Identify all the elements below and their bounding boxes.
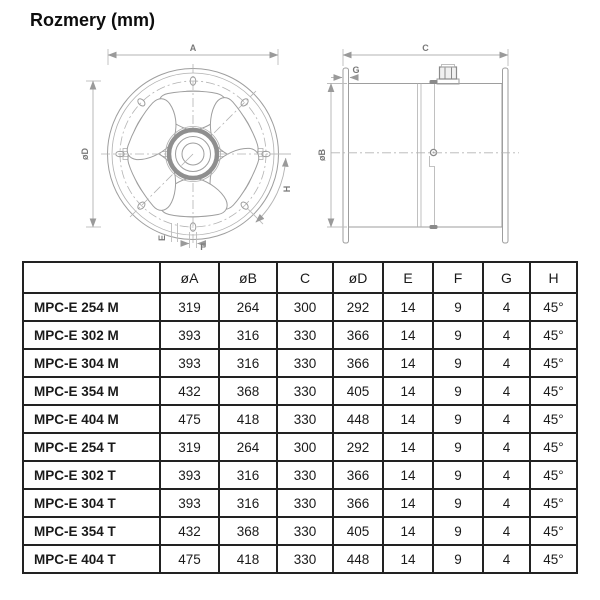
value-cell: 393 xyxy=(160,489,219,517)
value-cell: 316 xyxy=(219,489,277,517)
value-cell: 45° xyxy=(530,517,577,545)
table-row xyxy=(23,545,577,573)
value-cell: 475 xyxy=(160,405,219,433)
value-cell: 300 xyxy=(277,293,333,321)
value-cell: 4 xyxy=(483,461,530,489)
value-cell: 4 xyxy=(483,433,530,461)
front-view-drawing xyxy=(80,43,292,252)
value-cell: 14 xyxy=(383,433,433,461)
value-cell: 9 xyxy=(433,321,483,349)
table-row xyxy=(23,349,577,377)
value-cell: 14 xyxy=(383,489,433,517)
dim-label-e: E xyxy=(157,234,167,242)
model-cell: MPC-E 404 T xyxy=(23,545,160,573)
fan-hub xyxy=(166,127,221,182)
value-cell: 45° xyxy=(530,433,577,461)
dimension-d xyxy=(80,81,101,227)
model-cell: MPC-E 354 M xyxy=(23,377,160,405)
value-cell: 14 xyxy=(383,517,433,545)
dimension-a xyxy=(108,43,278,65)
table-row xyxy=(23,517,577,545)
value-cell: 330 xyxy=(277,321,333,349)
value-cell: 4 xyxy=(483,349,530,377)
value-cell: 4 xyxy=(483,405,530,433)
value-cell: 9 xyxy=(433,349,483,377)
value-cell: 9 xyxy=(433,405,483,433)
value-cell: 330 xyxy=(277,517,333,545)
dim-label-d: øD xyxy=(80,148,90,160)
table-row xyxy=(23,461,577,489)
value-cell: 319 xyxy=(160,293,219,321)
value-cell: 14 xyxy=(383,405,433,433)
value-cell: 45° xyxy=(530,405,577,433)
value-cell: 316 xyxy=(219,461,277,489)
value-cell: 45° xyxy=(530,377,577,405)
header-cell-h: H xyxy=(530,262,577,293)
value-cell: 393 xyxy=(160,461,219,489)
value-cell: 264 xyxy=(219,293,277,321)
value-cell: 448 xyxy=(333,405,383,433)
value-cell: 4 xyxy=(483,321,530,349)
header-cell-c: C xyxy=(277,262,333,293)
value-cell: 405 xyxy=(333,517,383,545)
model-cell: MPC-E 304 M xyxy=(23,349,160,377)
value-cell: 4 xyxy=(483,377,530,405)
model-cell: MPC-E 302 M xyxy=(23,321,160,349)
table-row xyxy=(23,377,577,405)
page-title: Rozmery (mm) xyxy=(30,10,156,30)
value-cell: 4 xyxy=(483,293,530,321)
value-cell: 14 xyxy=(383,321,433,349)
value-cell: 4 xyxy=(483,545,530,573)
value-cell: 4 xyxy=(483,517,530,545)
value-cell: 316 xyxy=(219,349,277,377)
value-cell: 9 xyxy=(433,545,483,573)
dim-label-f: F xyxy=(200,242,206,252)
value-cell: 330 xyxy=(277,545,333,573)
table-row xyxy=(23,321,577,349)
value-cell: 366 xyxy=(333,489,383,517)
model-cell: MPC-E 354 T xyxy=(23,517,160,545)
value-cell: 9 xyxy=(433,293,483,321)
table-row xyxy=(23,433,577,461)
value-cell: 9 xyxy=(433,377,483,405)
value-cell: 292 xyxy=(333,293,383,321)
value-cell: 292 xyxy=(333,433,383,461)
model-cell: MPC-E 404 M xyxy=(23,405,160,433)
value-cell: 9 xyxy=(433,433,483,461)
value-cell: 393 xyxy=(160,321,219,349)
table-row xyxy=(23,293,577,321)
casing-body xyxy=(349,84,503,228)
header-cell-da: øA xyxy=(160,262,219,293)
dim-label-c: C xyxy=(422,43,429,53)
table-row xyxy=(23,405,577,433)
value-cell: 432 xyxy=(160,517,219,545)
dimension-drawings xyxy=(0,0,600,260)
value-cell: 300 xyxy=(277,433,333,461)
value-cell: 9 xyxy=(433,517,483,545)
value-cell: 14 xyxy=(383,461,433,489)
value-cell: 368 xyxy=(219,377,277,405)
value-cell: 9 xyxy=(433,489,483,517)
value-cell: 405 xyxy=(333,377,383,405)
value-cell: 45° xyxy=(530,545,577,573)
value-cell: 14 xyxy=(383,545,433,573)
value-cell: 14 xyxy=(383,377,433,405)
value-cell: 475 xyxy=(160,545,219,573)
header-cell-model xyxy=(23,262,160,293)
dimension-c xyxy=(343,43,508,66)
header-cell-db: øB xyxy=(219,262,277,293)
dim-label-b: øB xyxy=(317,149,327,161)
value-cell: 330 xyxy=(277,489,333,517)
value-cell: 366 xyxy=(333,321,383,349)
value-cell: 45° xyxy=(530,321,577,349)
model-cell: MPC-E 302 T xyxy=(23,461,160,489)
model-cell: MPC-E 304 T xyxy=(23,489,160,517)
model-cell: MPC-E 254 T xyxy=(23,433,160,461)
value-cell: 9 xyxy=(433,461,483,489)
dim-label-g: G xyxy=(352,65,360,75)
value-cell: 366 xyxy=(333,461,383,489)
side-view-drawing xyxy=(317,43,519,243)
value-cell: 4 xyxy=(483,489,530,517)
value-cell: 330 xyxy=(277,377,333,405)
value-cell: 319 xyxy=(160,433,219,461)
dimension-g xyxy=(331,65,360,78)
header-cell-g: G xyxy=(483,262,530,293)
value-cell: 330 xyxy=(277,349,333,377)
value-cell: 448 xyxy=(333,545,383,573)
value-cell: 14 xyxy=(383,349,433,377)
table-row xyxy=(23,489,577,517)
value-cell: 45° xyxy=(530,489,577,517)
dim-label-a: A xyxy=(189,43,197,53)
motor-bracket xyxy=(430,80,438,229)
value-cell: 418 xyxy=(219,545,277,573)
terminal-box xyxy=(437,65,459,85)
value-cell: 368 xyxy=(219,517,277,545)
value-cell: 45° xyxy=(530,461,577,489)
header-cell-dd: øD xyxy=(333,262,383,293)
model-cell: MPC-E 254 M xyxy=(23,293,160,321)
casing-flanges xyxy=(343,68,508,243)
value-cell: 264 xyxy=(219,433,277,461)
value-cell: 14 xyxy=(383,293,433,321)
value-cell: 418 xyxy=(219,405,277,433)
dim-label-h: H xyxy=(282,185,292,193)
value-cell: 393 xyxy=(160,349,219,377)
header-cell-e: E xyxy=(383,262,433,293)
dimensions-table xyxy=(22,261,578,574)
table-header-row xyxy=(23,262,577,293)
value-cell: 366 xyxy=(333,349,383,377)
value-cell: 45° xyxy=(530,293,577,321)
value-cell: 330 xyxy=(277,405,333,433)
value-cell: 316 xyxy=(219,321,277,349)
header-cell-f: F xyxy=(433,262,483,293)
value-cell: 330 xyxy=(277,461,333,489)
value-cell: 432 xyxy=(160,377,219,405)
value-cell: 45° xyxy=(530,349,577,377)
